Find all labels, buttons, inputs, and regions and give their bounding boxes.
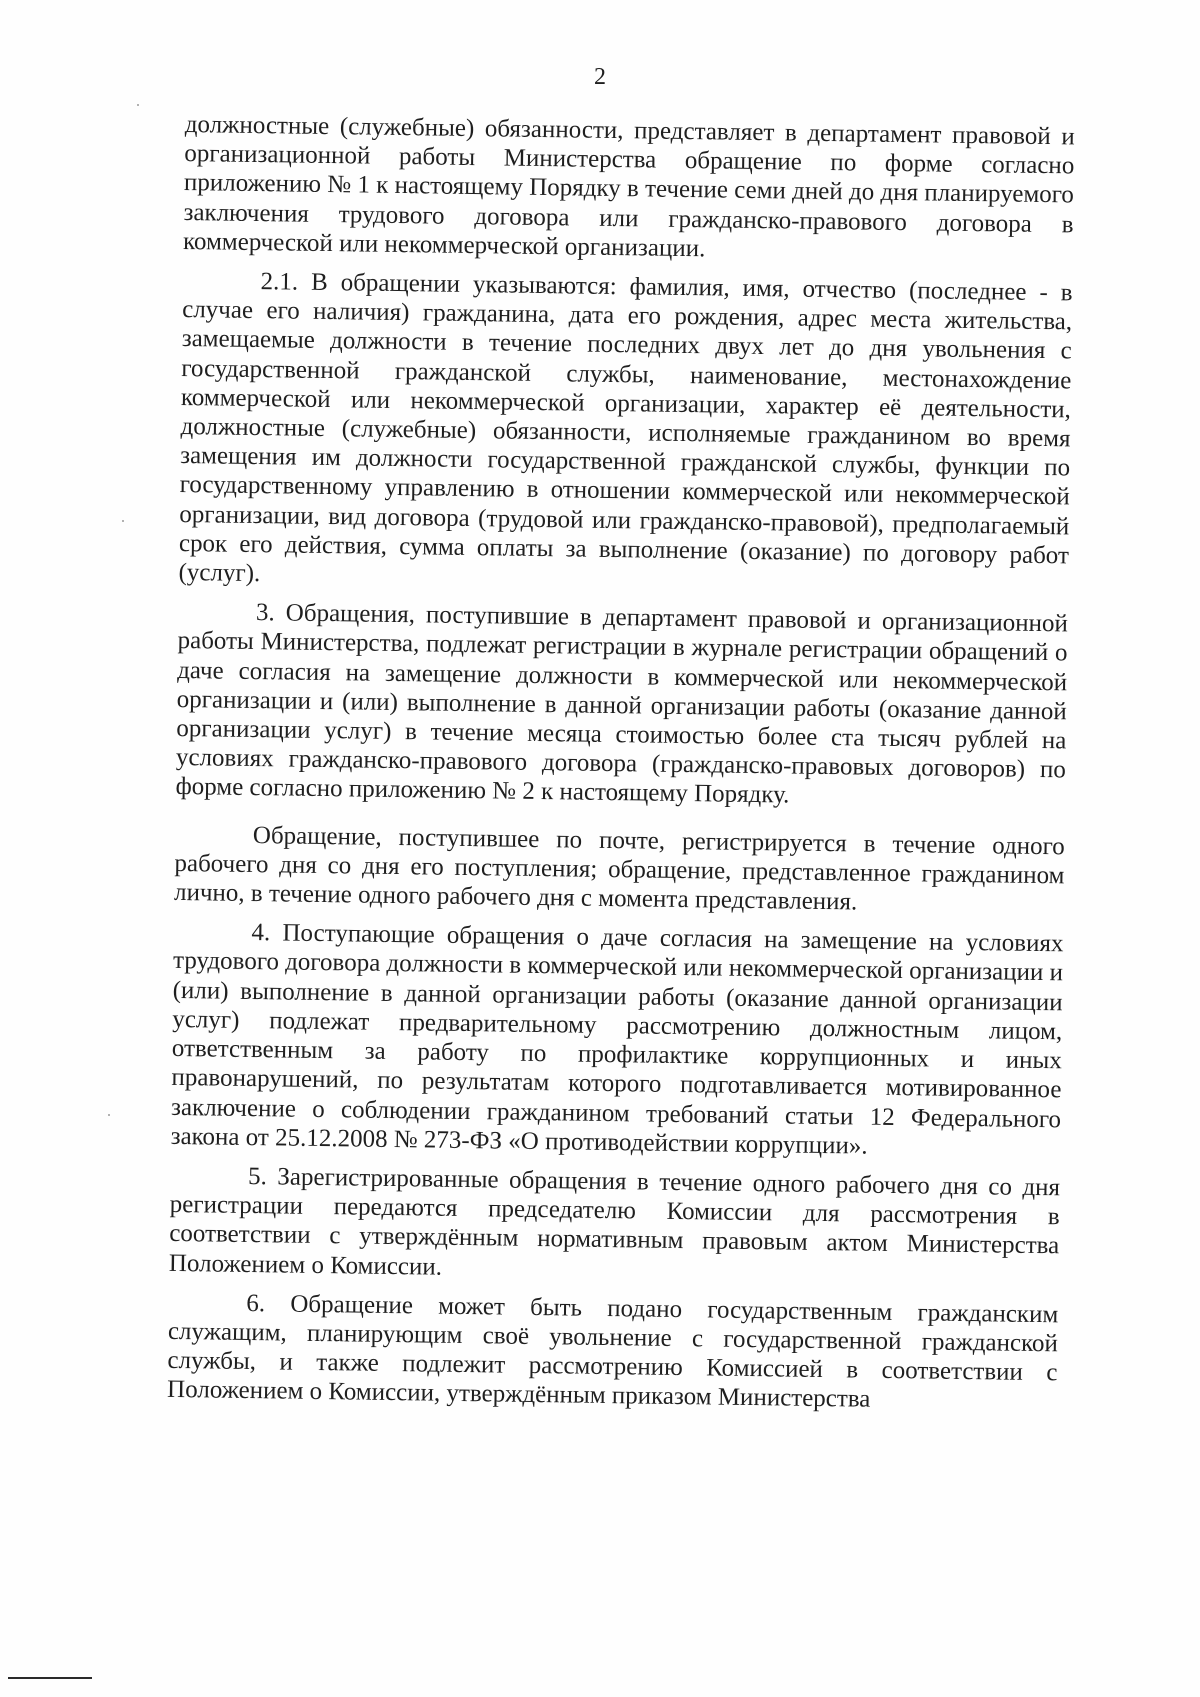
paragraph-5: 5. Зарегистрированные обращения в течение одного рабочего дня со дня регистрации передаются председателю Комиссии для рассмотрения в соответствии с утверждённым нормативным правовым актом Министерства Положением о Комиссии. xyxy=(168,1162,1061,1281)
document-body xyxy=(167,110,1075,1427)
paragraph-1: должностные (служебные) обязанности, представляет в департамент правовой и организационной работы Министерства обращение по форме согласно приложению № 1 к настоящему Порядку в течение семи дней до дня планируемого заключения трудового договора или гражданско-правового договора в коммерческой или некоммерческой организации. xyxy=(182,110,1075,263)
paragraph-4: 4. Поступающие обращения о даче согласия на замещение на условиях трудового договора должности в коммерческой или некоммерческой организации и (или) выполнение в данной организации работы (оказание данной организации услуг) подлежат предварительному рассмотрению должностным лицом, ответственным за работу по профилактике коррупционных и иных правонарушений, по результатам которого подготавливается мотивированное заключение о соблюдении гражданином требований статьи 12 Федерального закона от 25.12.2008 № 273-ФЗ «О противодействии коррупции». xyxy=(170,919,1064,1160)
scan-dot xyxy=(122,520,124,522)
page-number: 2 xyxy=(594,64,606,90)
paragraph-3: 3. Обращения, поступившие в департамент правовой и организационной работы Министерства, подлежат регистрации в журнале регистрации обращений о даче согласия на замещение должности в коммерческой или некоммерческой организации и (или) выполнение в данной организации работы (оказание данной организации услуг) в течение месяца стоимостью более ста тысяч рублей на условиях гражданско-правового договора (гражданско-правовых договоров) по форме согласно приложению № 2 к настоящему Порядку. xyxy=(175,599,1069,809)
scan-edge-mark xyxy=(8,1677,92,1679)
scan-dot xyxy=(137,104,139,106)
paragraph-3-cont: Обращение, поступившее по почте, регистрируется в течение одного рабочего дня со дня его поступления; обращение, представленное гражданином лично, в течение одного рабочего дня с момента представления. xyxy=(173,821,1065,916)
scan-dot xyxy=(108,1114,110,1116)
paragraph-2-1: 2.1. В обращении указываются: фамилия, имя, отчество (последнее - в случае его наличия) гражданина, дата его рождения, адрес места жительства, замещаемые должности в течение последних двух лет до дня увольнения с государственной гражданской службы, наименование, местонахождение коммерческой или некоммерческой организации, характер её деятельности, должностные (служебные) обязанности, исполняемые гражданином во время замещения им должности государственной гражданской службы, функции по государственному управлению в отношении коммерческой или некоммерческой организации, вид договора (трудовой или гражданско-правовой), предполагаемый срок его действия, сумма оплаты за выполнение (оказание) по договору работ (услуг). xyxy=(178,268,1073,588)
paragraph-6: 6. Обращение может быть подано государственным гражданским служащим, планирующим своё увольнение с государственной гражданской службы, и также подлежит рассмотрению Комиссией в соответствии с Положением о Комиссии, утверждённым приказом Министерства xyxy=(166,1289,1059,1414)
